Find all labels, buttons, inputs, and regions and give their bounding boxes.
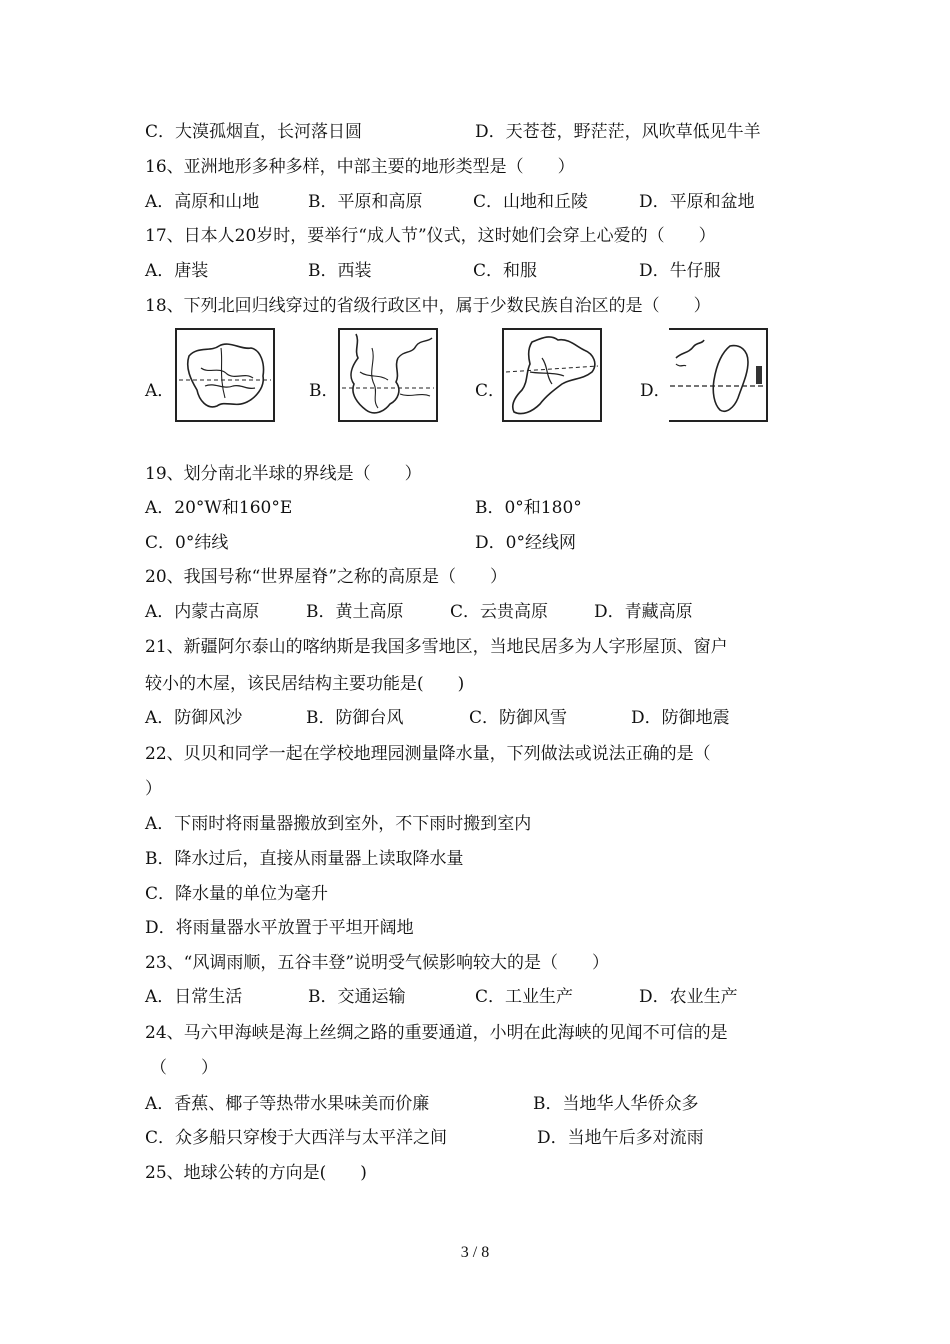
q19-option-c: C．0°纬线 [145,533,229,553]
q22-stem-line2: ） [145,779,162,799]
q21-option-b: B．防御台风 [306,708,404,728]
q24-stem-line2: （ ） [150,1058,218,1078]
q16-option-c: C．山地和丘陵 [473,192,589,212]
q19-option-d: D．0°经线网 [475,533,576,553]
q22-option-b: B．降水过后，直接从雨量器上读取降水量 [145,849,464,869]
q23-option-b: B．交通运输 [308,987,406,1007]
q19-stem: 19、划分南北半球的界线是（ ） [145,464,422,484]
q21-stem-line1: 21、新疆阿尔泰山的喀纳斯是我国多雪地区，当地民居多为人字形屋顶、窗户 [145,637,728,657]
q18-label-a: A． [145,381,175,401]
province-map-b-icon [338,328,438,422]
q16-option-d: D．平原和盆地 [639,192,755,212]
q24-option-d: D．当地午后多对流雨 [537,1128,704,1148]
province-map-c-icon [502,328,602,422]
q21-option-a: A．防御风沙 [145,708,243,728]
q23-option-a: A．日常生活 [145,987,243,1007]
province-map-d-icon [668,328,768,422]
q18-label-b: B． [309,381,339,401]
q21-stem-line2: 较小的木屋，该民居结构主要功能是( ) [145,674,465,694]
q20-option-c: C．云贵高原 [450,602,549,622]
q17-stem: 17、日本人20岁时，要举行“成人节”仪式，这时她们会穿上心爱的（ ） [145,226,716,246]
q17-option-a: A．唐装 [145,261,209,281]
q19-option-a: A．20°W和160°E [145,498,293,518]
q17-option-b: B．西装 [308,261,372,281]
q23-option-d: D．农业生产 [639,987,738,1007]
q17-option-d: D．牛仔服 [639,261,721,281]
q22-option-a: A．下雨时将雨量器搬放到室外，不下雨时搬到室内 [145,814,532,834]
q25-stem: 25、地球公转的方向是( ) [145,1163,367,1183]
q24-option-a: A．香蕉、椰子等热带水果味美而价廉 [145,1094,430,1114]
q23-option-c: C．工业生产 [475,987,574,1007]
q20-option-a: A．内蒙古高原 [145,602,260,622]
q21-option-d: D．防御地震 [631,708,730,728]
q21-option-c: C．防御风雪 [469,708,568,728]
q24-stem-line1: 24、马六甲海峡是海上丝绸之路的重要通道，小明在此海峡的见闻不可信的是 [145,1023,728,1043]
q17-option-c: C．和服 [473,261,538,281]
q20-stem: 20、我国号称“世界屋脊”之称的高原是（ ） [145,567,508,587]
q16-option-b: B．平原和高原 [308,192,423,212]
province-map-a-icon [175,328,275,422]
q22-option-d: D．将雨量器水平放置于平坦开阔地 [145,918,414,938]
q18-stem: 18、下列北回归线穿过的省级行政区中，属于少数民族自治区的是（ ） [145,296,711,316]
q24-option-b: B．当地华人华侨众多 [533,1094,699,1114]
q24-option-c: C．众多船只穿梭于大西洋与太平洋之间 [145,1128,448,1148]
q22-stem-line1: 22、贝贝和同学一起在学校地理园测量降水量，下列做法或说法正确的是（ [145,744,711,764]
q23-stem: 23、“风调雨顺，五谷丰登”说明受气候影响较大的是（ ） [145,953,610,973]
q19-option-b: B．0°和180° [475,498,582,518]
q15-option-c: C．大漠孤烟直，长河落日圆 [145,122,363,142]
q22-option-c: C．降水量的单位为毫升 [145,884,329,904]
q20-option-d: D．青藏高原 [594,602,693,622]
q18-label-d: D． [640,381,671,401]
q16-stem: 16、亚洲地形多种多样，中部主要的地形类型是（ ） [145,157,575,177]
q15-option-d: D．天苍苍，野茫茫，风吹草低见牛羊 [475,122,761,142]
q20-option-b: B．黄土高原 [306,602,404,622]
page-number: 3 / 8 [460,1244,490,1261]
q18-label-c: C． [475,381,506,401]
q16-option-a: A．高原和山地 [145,192,260,212]
